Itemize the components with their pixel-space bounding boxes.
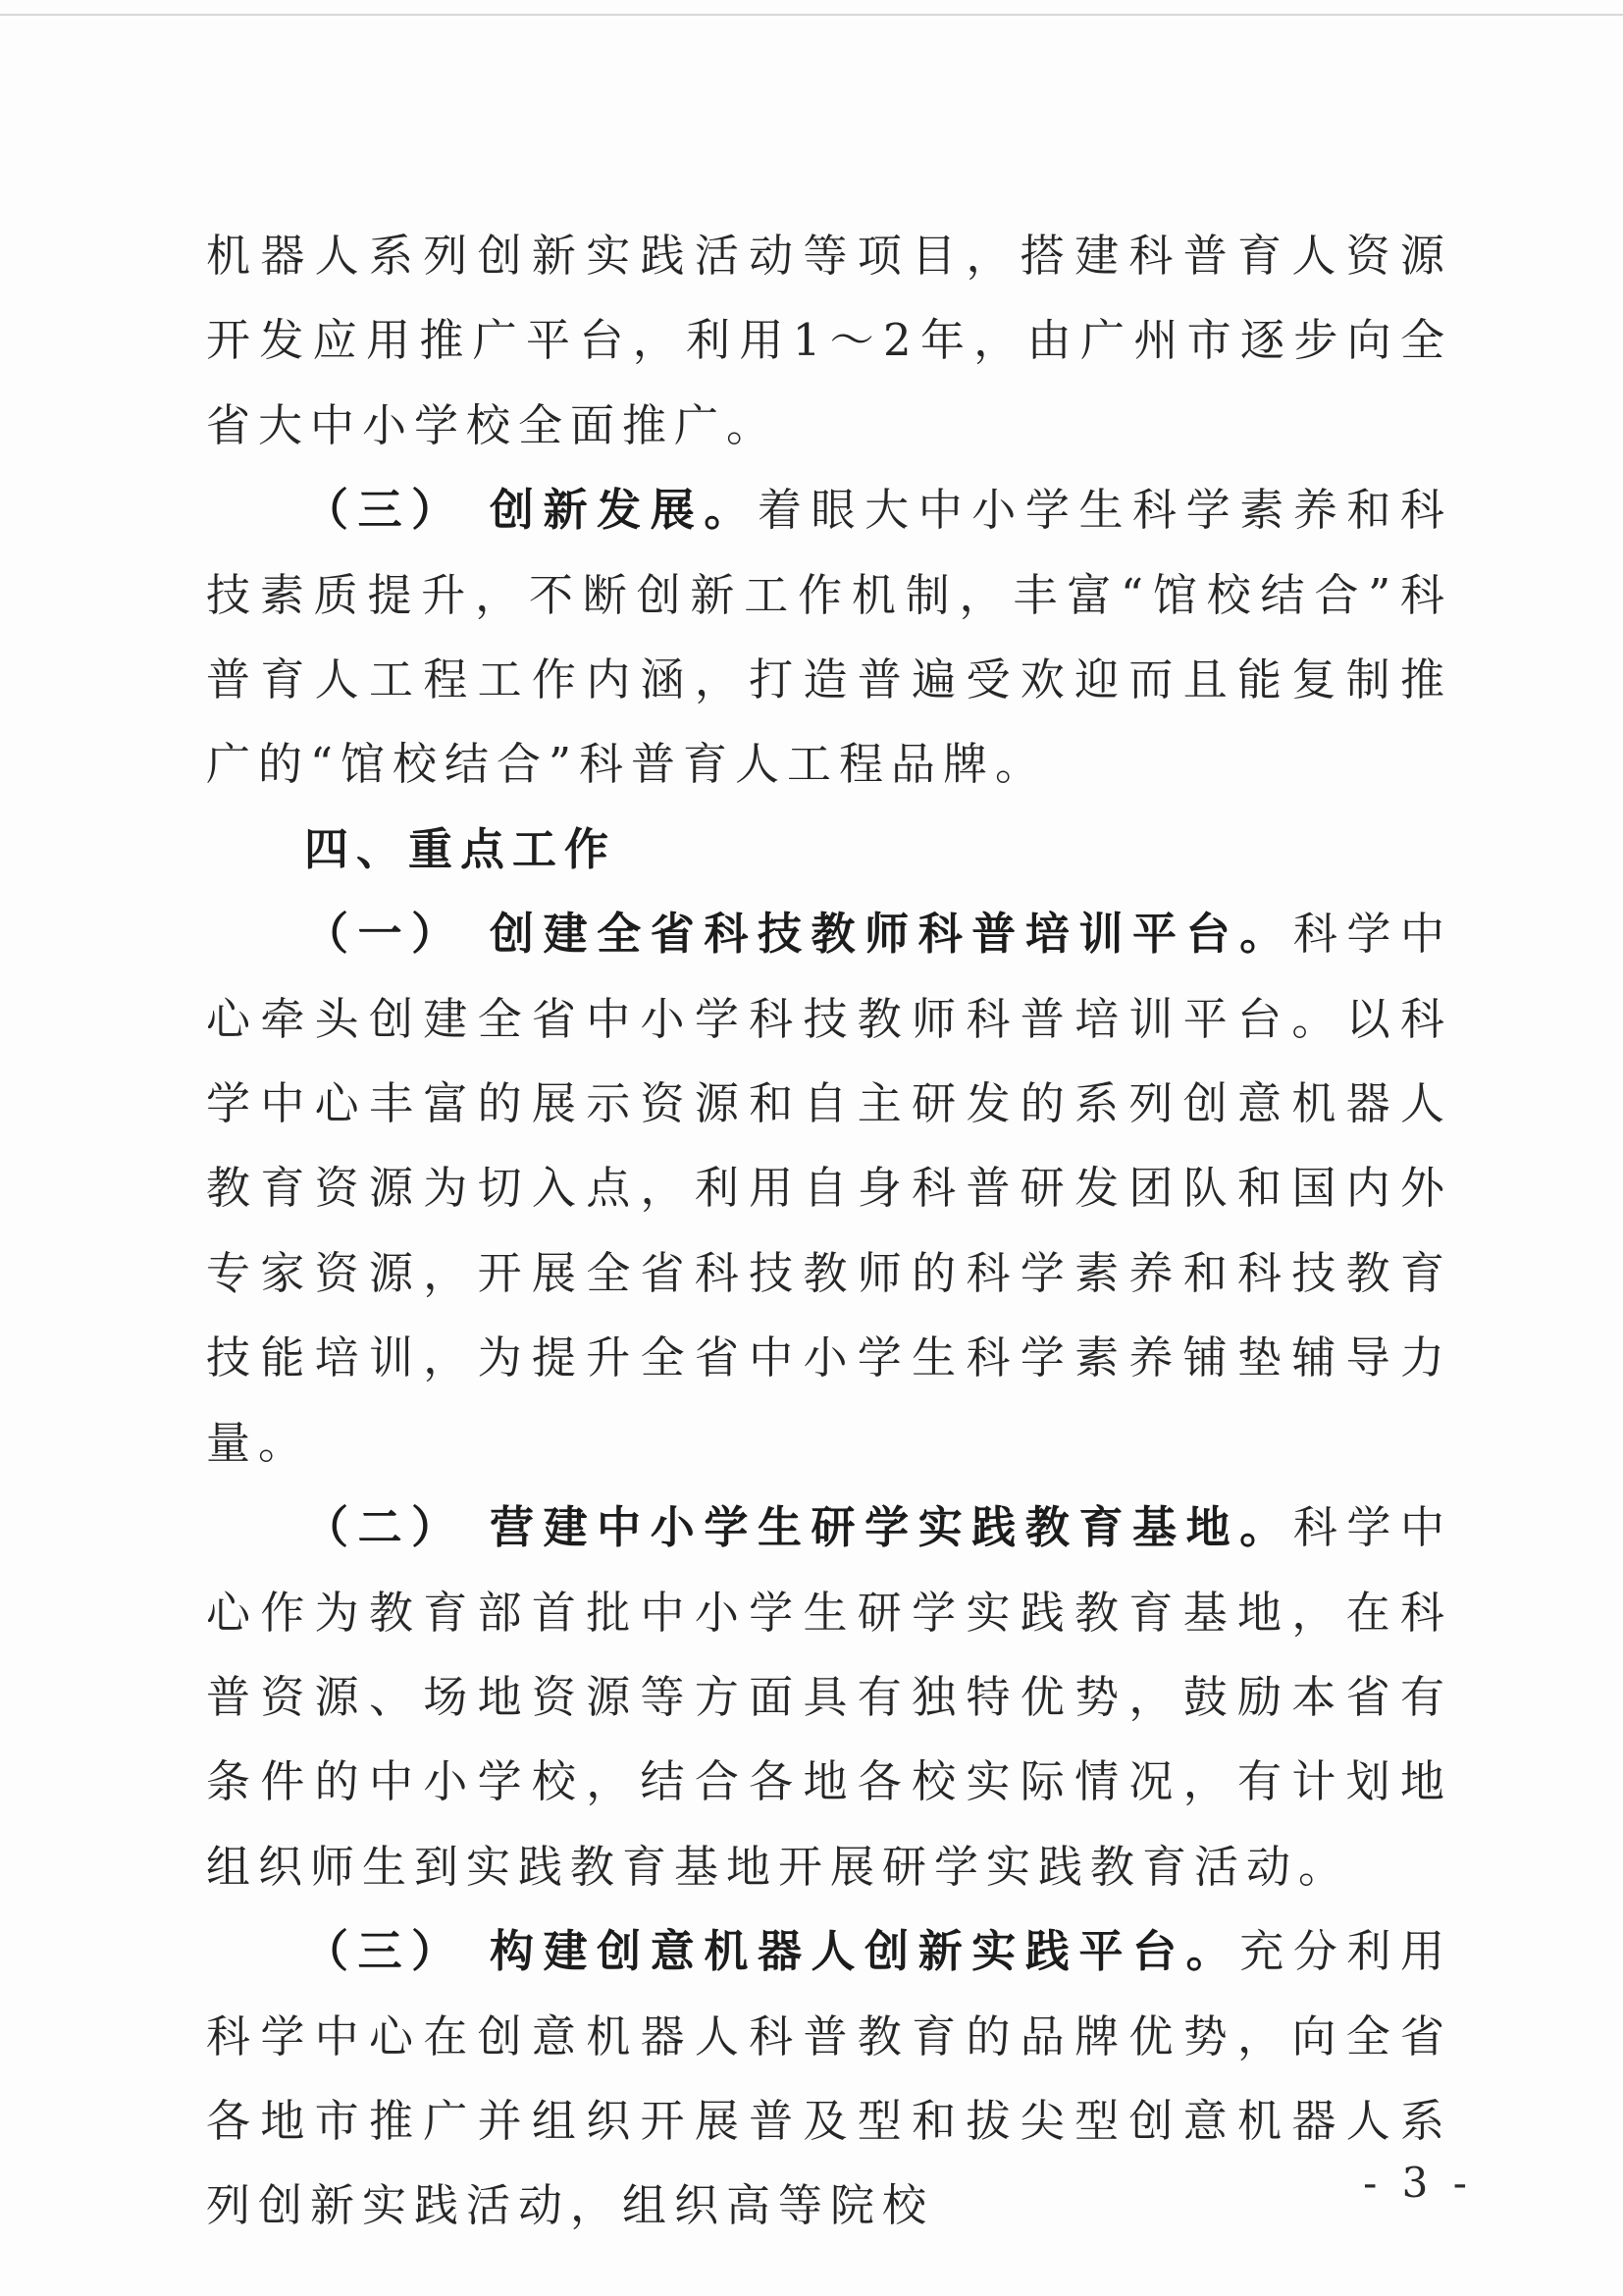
paragraph-robot-practice-platform (206, 1909, 1452, 2249)
paragraph-study-practice-base (206, 1486, 1452, 1909)
scan-top-edge (0, 14, 1623, 16)
paragraph-lead: （三） 构建创意机器人创新实践平台。 (304, 1925, 1240, 1978)
paragraph-continuation (206, 214, 1452, 468)
paragraph-lead: （三） 创新发展。 (304, 484, 758, 537)
paragraph-text: 着眼大中小学生科学素养和科技素质提升，不断创新工作机制，丰富“馆校结合”科普育人工程工作内涵，打造普遍受欢迎而且能复制推广的“馆校结合”科普育人工程品牌。 (206, 484, 1452, 791)
paragraph-innovation-development (206, 468, 1452, 808)
paragraph-lead: （二） 营建中小学生研学实践教育基地。 (304, 1501, 1293, 1554)
paragraph-text: 科学中心作为教育部首批中小学生研学实践教育基地，在科普资源、场地资源等方面具有独特优势，鼓励本省有条件的中小学校，结合各地各校实际情况，有计划地组织师生到实践教育基地开展研学实践教育活动。 (206, 1501, 1452, 1893)
paragraph-lead: （一） 创建全省科技教师科普培训平台。 (304, 908, 1293, 961)
paragraph-text: 机器人系列创新实践活动等项目，搭建科普育人资源开发应用推广平台，利用1～2年，由广州市逐步向全省大中小学校全面推广。 (206, 230, 1452, 451)
document-body (206, 214, 1452, 2249)
paragraph-text: 科学中心牵头创建全省中小学科技教师科普培训平台。以科学中心丰富的展示资源和自主研发的系列创意机器人教育资源为切入点，利用自身科普研发团队和国内外专家资源，开展全省科技教师的科学素养和科技教育技能培训，为提升全省中小学生科学素养铺垫辅导力量。 (206, 908, 1452, 1469)
section-heading-key-work: 四、重点工作 (304, 822, 617, 875)
paragraph-text: 充分利用科学中心在创意机器人科普教育的品牌优势，向全省各地市推广并组织开展普及型和拔尖型创意机器人系列创新实践活动，组织高等院校 (206, 1925, 1452, 2232)
page-number: - 3 - (1363, 2159, 1473, 2207)
paragraph-teacher-training-platform (206, 892, 1452, 1486)
